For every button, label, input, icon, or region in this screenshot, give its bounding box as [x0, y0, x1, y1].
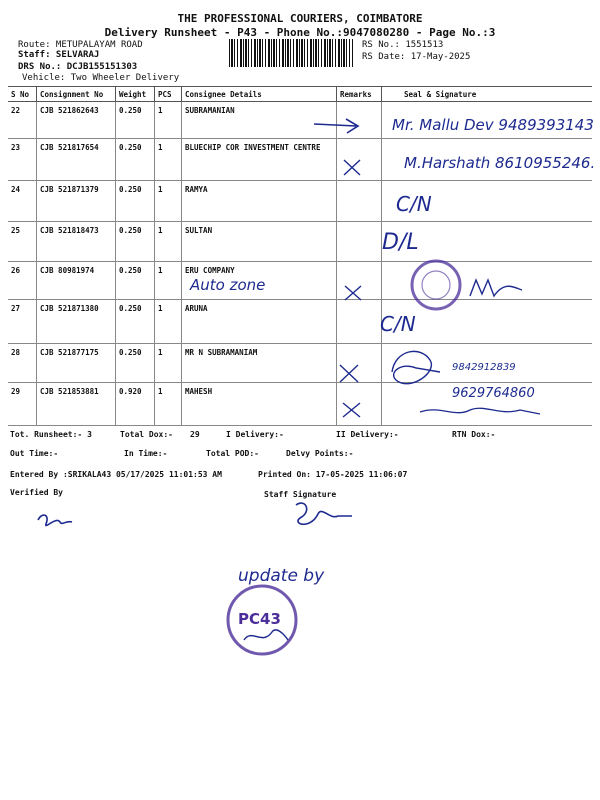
- row-consignee: SUBRAMANIAN: [182, 102, 337, 139]
- tot-runsheet: Tot. Runsheet:- 3: [10, 430, 92, 439]
- col-sno: S No: [8, 87, 37, 102]
- verified-signature: [38, 515, 72, 525]
- printed-on: Printed On: 17-05-2025 11:06:07: [258, 470, 408, 479]
- row-sno: 26: [8, 262, 37, 300]
- update-note: update by: [238, 566, 325, 586]
- row-sno: 25: [8, 222, 37, 262]
- rtn-dox: RTN Dox:-: [452, 430, 496, 439]
- ii-delivery: II Delivery:-: [336, 430, 399, 439]
- staff-signature: [296, 503, 352, 524]
- stamp-text: PC43: [238, 610, 281, 628]
- delvy-points: Delvy Points:-: [286, 449, 354, 458]
- row-consignee: MAHESH: [182, 383, 337, 426]
- arrow-mark: [314, 119, 358, 133]
- row24-signature: C/N: [396, 192, 432, 216]
- row-pcs: 1: [155, 222, 182, 262]
- col-seal-signature: Seal & Signature: [382, 87, 593, 102]
- route: Route: METUPALAYAM ROAD: [18, 40, 143, 50]
- row26-note: Auto zone: [190, 276, 266, 294]
- row-consignment: CJB 521871379: [37, 181, 116, 222]
- staff-signature-label: Staff Signature: [264, 490, 337, 499]
- row25-signature: D/L: [382, 230, 419, 255]
- row23-signature: M.Harshath 8610955246.: [404, 154, 596, 172]
- row-pcs: 1: [155, 181, 182, 222]
- row-consignment: CJB 521862643: [37, 102, 116, 139]
- company-stamp: [412, 261, 460, 309]
- signature-scribble-row29: [420, 408, 540, 414]
- row-weight: 0.250: [116, 300, 155, 344]
- row-pcs: 1: [155, 139, 182, 181]
- col-consignment: Consignment No: [37, 87, 116, 102]
- row-weight: 0.250: [116, 344, 155, 383]
- row-consignee: SULTAN: [182, 222, 337, 262]
- vehicle: Vehicle: Two Wheeler Delivery: [22, 73, 180, 83]
- row-consignment: CJB 80981974: [37, 262, 116, 300]
- runsheet-title: Delivery Runsheet - P43 - Phone No.:9047080280 - Page No.:3: [104, 26, 496, 39]
- cross-mark-row26: [345, 286, 361, 300]
- row-consignee: MR N SUBRAMANIAM: [182, 344, 337, 383]
- col-weight: Weight: [116, 87, 155, 102]
- row-consignee: BLUECHIP COR INVESTMENT CENTRE: [182, 139, 337, 181]
- row-consignee: ERU COMPANY: [182, 262, 337, 300]
- row-pcs: 1: [155, 344, 182, 383]
- row-consignee: ARUNA: [182, 300, 337, 344]
- row29-phone: 9629764860: [452, 386, 535, 401]
- cross-mark-row23: [344, 160, 360, 175]
- col-pcs: PCS: [155, 87, 182, 102]
- col-remarks: Remarks: [337, 87, 382, 102]
- total-dox-label: Total Dox:-: [120, 430, 173, 439]
- row-sno: 29: [8, 383, 37, 426]
- row-sno: 28: [8, 344, 37, 383]
- row27-signature: C/N: [380, 312, 416, 336]
- total-pod: Total POD:-: [206, 449, 259, 458]
- row-consignment: CJB 521871380: [37, 300, 116, 344]
- row-sno: 27: [8, 300, 37, 344]
- rs-number: RS No.: 1551513: [362, 40, 444, 50]
- row28-phone: 9842912839: [452, 362, 516, 373]
- row-pcs: 1: [155, 262, 182, 300]
- i-delivery: I Delivery:-: [226, 430, 284, 439]
- row-consignment: CJB 521877175: [37, 344, 116, 383]
- cross-mark-row28: [340, 365, 358, 382]
- staff: Staff: SELVARAJ: [18, 50, 100, 60]
- in-time: In Time:-: [124, 449, 168, 458]
- rs-date: RS Date: 17-May-2025: [362, 52, 471, 62]
- row-pcs: 1: [155, 300, 182, 344]
- signature-scribble-row28: [392, 351, 440, 383]
- row-pcs: 1: [155, 383, 182, 426]
- row-weight: 0.250: [116, 102, 155, 139]
- signature-row26: [470, 280, 522, 296]
- row-weight: 0.250: [116, 262, 155, 300]
- row-consignment: CJB 521817654: [37, 139, 116, 181]
- row-sno: 22: [8, 102, 37, 139]
- row-weight: 0.920: [116, 383, 155, 426]
- row-weight: 0.250: [116, 222, 155, 262]
- row-consignment: CJB 521818473: [37, 222, 116, 262]
- entered-by: Entered By :SRIKALA43 05/17/2025 11:01:53 AM: [10, 470, 222, 479]
- company-name: THE PROFESSIONAL COURIERS, COIMBATORE: [177, 12, 423, 25]
- row-pcs: 1: [155, 102, 182, 139]
- cross-mark-row29: [343, 403, 360, 417]
- col-consignee: Consignee Details: [182, 87, 337, 102]
- row-consignment: CJB 521853881: [37, 383, 116, 426]
- row-sno: 24: [8, 181, 37, 222]
- total-dox-value: 29: [190, 430, 200, 439]
- row22-signature: Mr. Mallu Dev 9489393143: [392, 116, 594, 134]
- row-sno: 23: [8, 139, 37, 181]
- out-time: Out Time:-: [10, 449, 59, 458]
- verified-by: Verified By: [10, 488, 63, 497]
- row-consignee: RAMYA: [182, 181, 337, 222]
- drs-number: DRS No.: DCJB155151303: [18, 62, 138, 72]
- row-weight: 0.250: [116, 139, 155, 181]
- row-weight: 0.250: [116, 181, 155, 222]
